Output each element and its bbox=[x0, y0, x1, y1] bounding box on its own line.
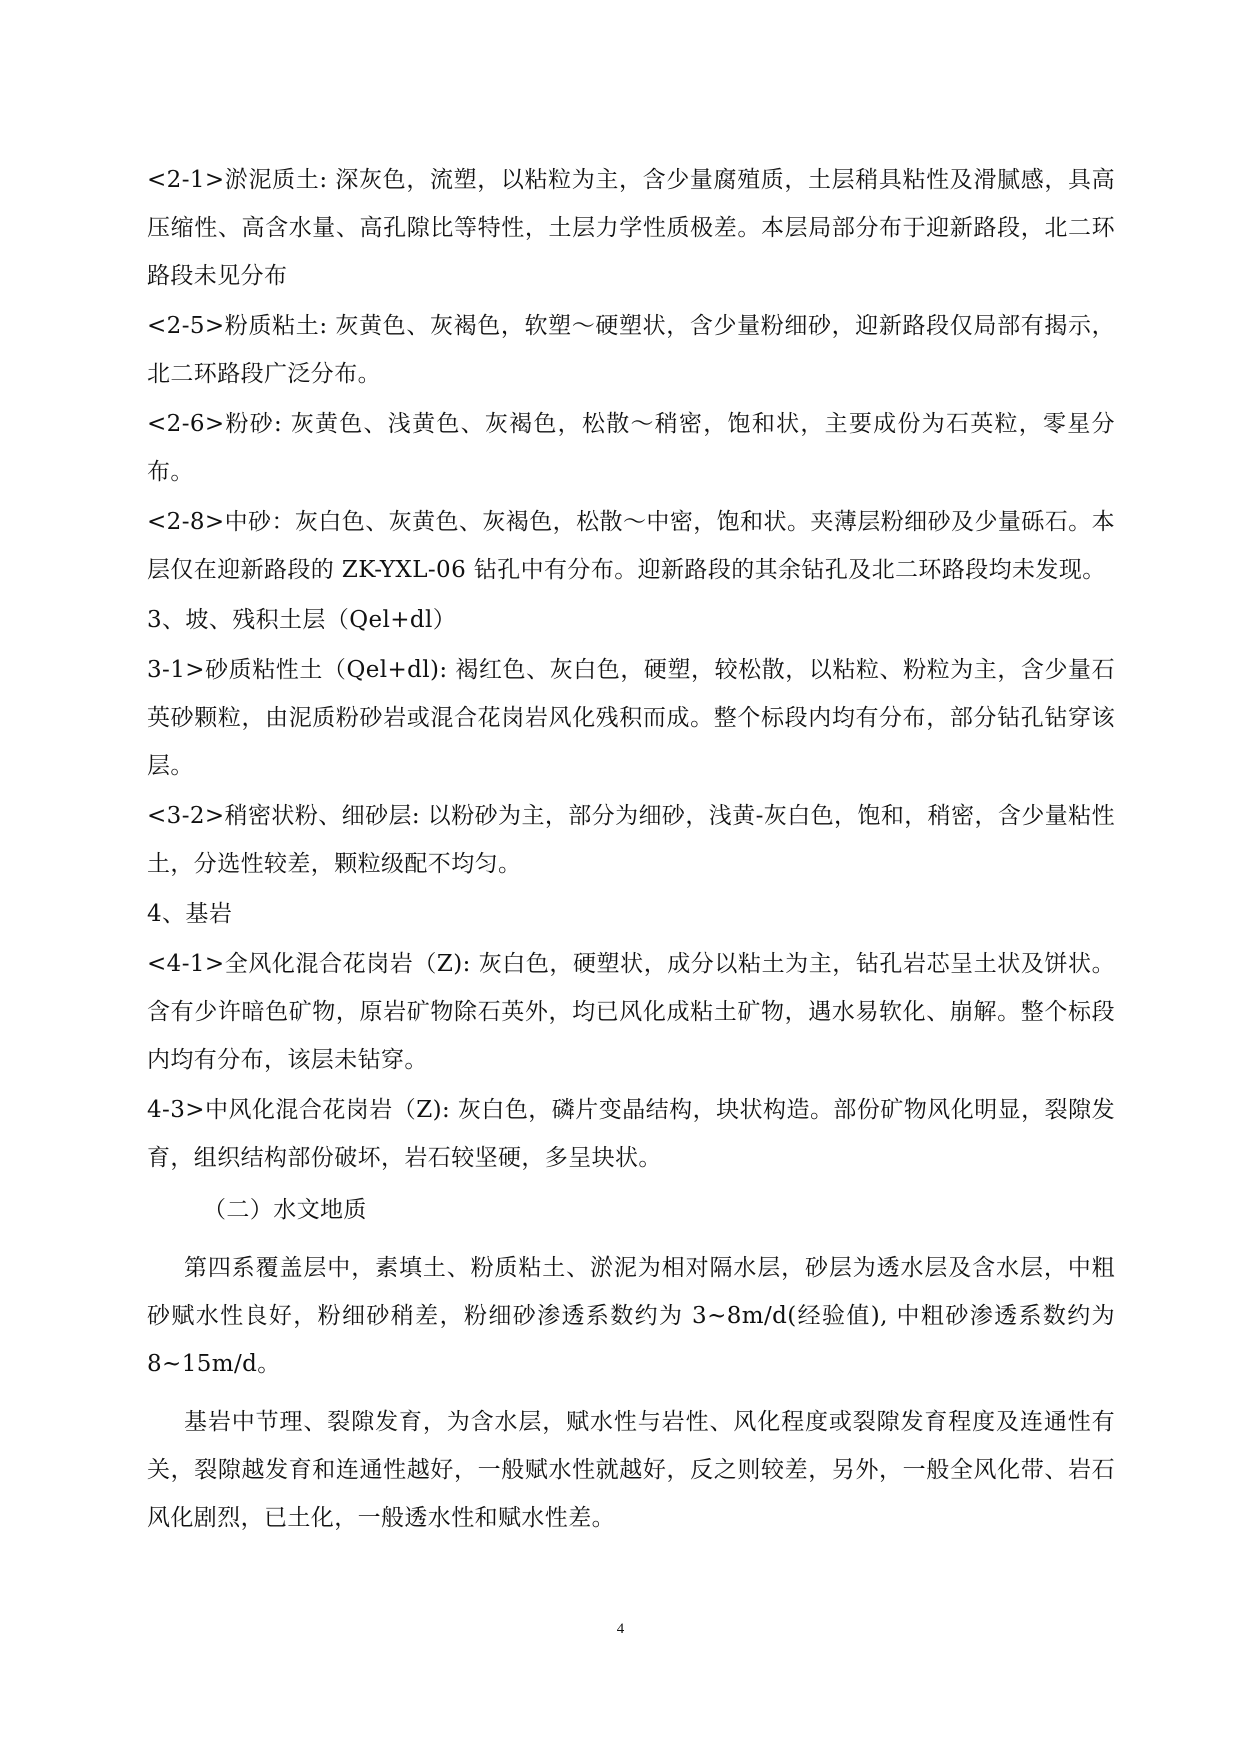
page-body bbox=[147, 156, 1115, 1544]
paragraph-2-5-silty-clay: <2-5>粉质粘土: 灰黄色、灰褐色，软塑～硬塑状，含少量粉细砂，迎新路段仅局部有揭示，北二环路段广泛分布。 bbox=[147, 313, 1115, 387]
section-heading-bedrock: 4、基岩 bbox=[147, 901, 233, 927]
paragraph-quaternary-cover: 第四系覆盖层中，素填土、粉质粘土、淤泥为相对隔水层，砂层为透水层及含水层，中粗砂赋水性良好，粉细砂稍差，粉细砂渗透系数约为 3~8m/d(经验值), 中粗砂渗透系数约为 8~15m/d。 bbox=[147, 1255, 1115, 1377]
paragraph-4-3-granite: 4-3>中风化混合花岗岩（Z): 灰白色，磷片变晶结构，块状构造。部份矿物风化明显，裂隙发育，组织结构部份破坏，岩石较坚硬，多呈块状。 bbox=[147, 1097, 1115, 1171]
section-heading-residual-soil: 3、坡、残积土层（Qel+dl） bbox=[147, 607, 457, 633]
paragraph-2-1-silty-clay: <2-1>淤泥质土: 深灰色，流塑，以粘粒为主，含少量腐殖质，土层稍具粘性及滑腻感，具高压缩性、高含水量、高孔隙比等特性，土层力学性质极差。本层局部分布于迎新路段，北二环路段未见分布 bbox=[147, 167, 1115, 289]
paragraph-bedrock-water: 基岩中节理、裂隙发育，为含水层，赋水性与岩性、风化程度或裂隙发育程度及连通性有关，裂隙越发育和连通性越好，一般赋水性就越好，反之则较差，另外，一般全风化带、岩石风化剧烈，已土化，一般透水性和赋水性差。 bbox=[147, 1409, 1115, 1531]
paragraph-2-8-medium-sand: <2-8>中砂：灰白色、灰黄色、灰褐色，松散～中密，饱和状。夹薄层粉细砂及少量砾石。本层仅在迎新路段的 ZK-YXL-06 钻孔中有分布。迎新路段的其余钻孔及北二环路段均未发现。 bbox=[147, 509, 1115, 583]
paragraph-3-1-sandy-clay: 3-1>砂质粘性土（Qel+dl): 褐红色、灰白色，硬塑，较松散，以粘粒、粉粒为主，含少量石英砂颗粒，由泥质粉砂岩或混合花岗岩风化残积而成。整个标段内均有分布，部分钻孔钻穿该层。 bbox=[147, 657, 1115, 779]
paragraph-2-6-silt-sand: <2-6>粉砂: 灰黄色、浅黄色、灰褐色，松散～稍密，饱和状，主要成份为石英粒，零星分布。 bbox=[147, 411, 1115, 485]
page-number: 4 bbox=[616, 1621, 625, 1637]
section-heading-hydrogeology: （二）水文地质 bbox=[203, 1197, 367, 1223]
paragraph-3-2-fine-sand: <3-2>稍密状粉、细砂层: 以粉砂为主，部分为细砂，浅黄-灰白色，饱和，稍密，含少量粘性土，分选性较差，颗粒级配不均匀。 bbox=[147, 803, 1115, 877]
paragraph-4-1-granite: <4-1>全风化混合花岗岩（Z): 灰白色，硬塑状，成分以粘土为主，钻孔岩芯呈土状及饼状。含有少许暗色矿物，原岩矿物除石英外，均已风化成粘土矿物，遇水易软化、崩解。整个标段内均有分布，该层未钻穿。 bbox=[147, 951, 1115, 1073]
